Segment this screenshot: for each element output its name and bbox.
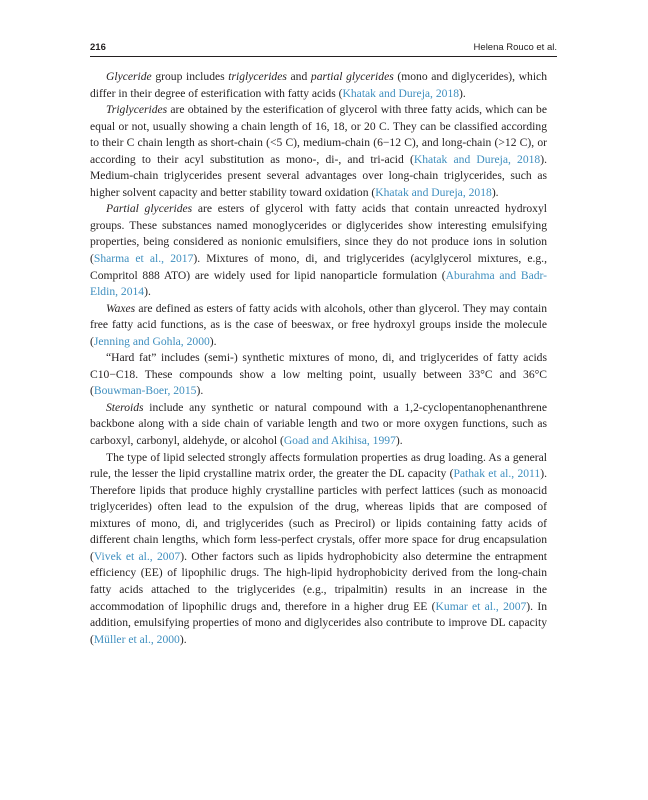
italic-term: Partial glycerides — [106, 202, 193, 216]
text-run: ). Therefore lipids that produce highly crystalline particles with perfect lattices (such as monoacid triglycerides) often lead to the expulsion of the drug, whereas lipids that are composed of mixtures of mono, di, and triglycerides (such as Precirol) or lipids containing fatty acids of different chain lengths, which form less-perfect crystals, offer more space for drug encapsulation ( — [90, 467, 547, 563]
paragraph — [90, 301, 547, 351]
text-run: and — [286, 70, 311, 83]
text-run: ). Medium-chain triglycerides present several advantages over long-chain triglycerides, such as higher solvent capacity and better stability toward oxidation ( — [90, 152, 547, 199]
italic-term: Triglycerides — [106, 103, 168, 117]
text-run: (mono and diglycerides), which differ in their degree of esterification with fatty acids ( — [90, 70, 547, 100]
text-run: ). In addition, emulsifying properties of mono and diglycerides also contribute to improve DL capacity ( — [90, 599, 547, 646]
text-run: ). — [395, 434, 403, 448]
text-run: ). — [459, 86, 466, 100]
text-run: The type of lipid selected strongly affects formulation properties as drug loading. As a general rule, the lesser the lipid crystalline matrix order, the greater the DL capacity ( — [90, 450, 547, 481]
text-run: include any synthetic or natural compound with a 1,2-cyclopentanophenanthrene backbone along with a side chain of variable length and two or more oxygen functions, such as carboxyl, carbonyl, aldehyde, or alcohol ( — [90, 400, 547, 448]
citation-link[interactable]: Khatak and Dureja, 2018 — [375, 185, 492, 199]
page-number: 216 — [90, 42, 106, 53]
text-run: ). — [491, 185, 499, 199]
paragraph — [90, 450, 547, 649]
citation-link[interactable]: Khatak and Dureja, 2018 — [413, 152, 541, 166]
citation-link[interactable]: Khatak and Dureja, 2018 — [342, 86, 460, 100]
paragraph — [90, 102, 547, 201]
citation-link[interactable]: Jenning and Gohla, 2000 — [93, 334, 210, 348]
italic-term: Waxes — [106, 301, 136, 315]
text-run: are esters of glycerol with fatty acids that contain unreacted hydroxyl groups. These substances named monoglycerides or diglycerides show interesting emulsifying properties, being considered as nonionic emulsifiers, since they do not produce ions in solution ( — [90, 202, 547, 266]
citation-link[interactable]: Pathak et al., 2011 — [453, 467, 541, 481]
citation-link[interactable]: Bouwman-Boer, 2015 — [93, 384, 197, 398]
paragraph — [90, 400, 547, 450]
citation-link[interactable]: Aburahma and Badr-Eldin, 2014 — [90, 268, 547, 299]
italic-term: partial glycerides — [310, 70, 394, 83]
citation-link[interactable]: Sharma et al., 2017 — [93, 252, 194, 266]
paragraph — [90, 350, 547, 400]
running-head-authors: Helena Rouco et al. — [473, 42, 557, 53]
text-run: ). — [209, 334, 217, 348]
text-run: group includes — [151, 70, 229, 83]
paragraph — [90, 69, 547, 102]
citation-link[interactable]: Müller et al., 2000 — [93, 632, 180, 646]
italic-term: Glyceride — [106, 70, 152, 83]
text-run: ). — [179, 632, 187, 646]
citation-link[interactable]: Kumar et al., 2007 — [435, 599, 527, 613]
text-run: are obtained by the esterification of glycerol with three fatty acids, which can be equal or not, usually showing a chain length of 16, 18, or 20 C. They can be classified according to their C chain length as short-chain (<5 C), medium-chain (6−12 C), and long-chain (>12 C), or according to their acyl substitution as mono-, di-, and tri-acid ( — [90, 103, 547, 166]
italic-term: triglycerides — [228, 70, 287, 83]
citation-link[interactable]: Goad and Akihisa, 1997 — [283, 434, 396, 448]
text-run: ). Other factors such as lipids hydrophobicity also determine the entrapment efficiency (EE) of lipophilic drugs. The high-lipid hydrophobicity derived from the long-chain fatty acids attached to the triglycerides (e.g., tripalmitin) results in an increase in the accommodation of lipophilic drugs and, therefore in a higher drug EE ( — [90, 549, 547, 613]
text-run: are defined as esters of fatty acids with alcohols, other than glycerol. They may contain free fatty acid functions, as is the case of beeswax, or free hydroxyl groups inside the molecule ( — [90, 301, 547, 348]
text-run: ). Mixtures of mono, di, and triglycerides (acylglycerol mixtures, e.g., Compritol 888 ATO) are widely used for lipid nanoparticle formulation ( — [90, 252, 547, 282]
text-run: ). — [196, 384, 204, 398]
italic-term: Steroids — [106, 400, 144, 414]
body-text — [90, 69, 547, 648]
text-run: “Hard fat” includes (semi-) synthetic mixtures of mono, di, and triglycerides of fatty acids C10−C18. These compounds show a low melting point, usually between 33°C and 36°C ( — [90, 351, 547, 398]
text-run: ). — [144, 285, 151, 299]
paragraph — [90, 201, 547, 300]
running-header — [90, 40, 557, 57]
citation-link[interactable]: Vivek et al., 2007 — [93, 549, 181, 563]
